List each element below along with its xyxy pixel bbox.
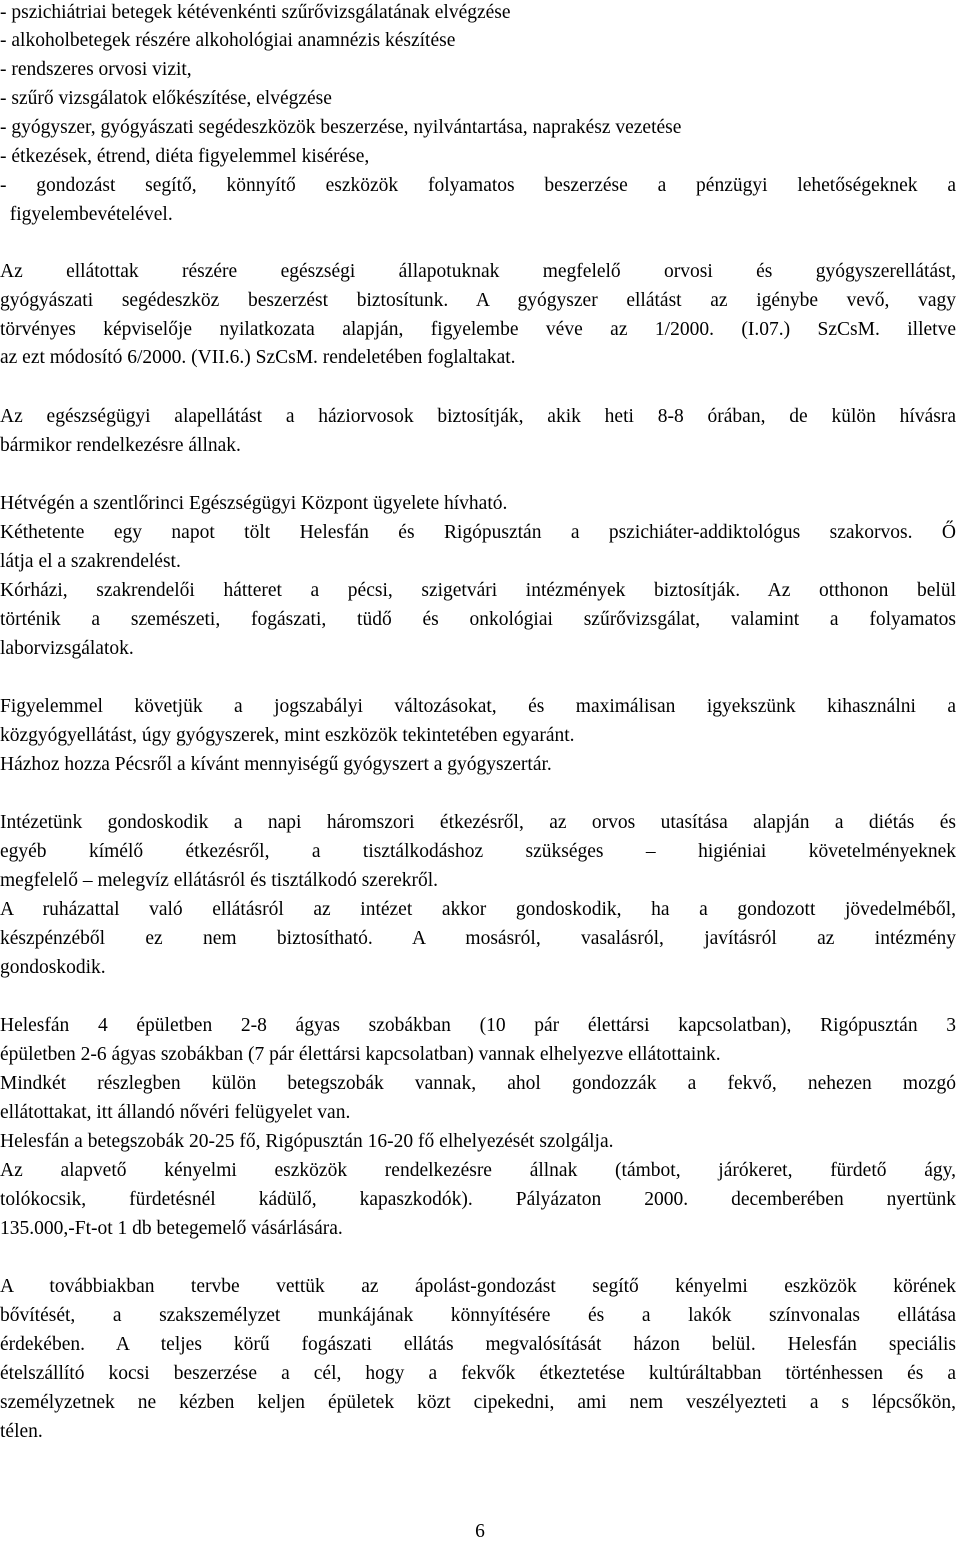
text-line: történik a szemészeti, fogászati, tüdő és onkológiai szűrővizsgálat, valamint a folyamatos bbox=[0, 609, 956, 630]
text-line: törvényes képviselője nyilatkozata alapján, figyelembe véve az 1/2000. (I.07.) SzCsM. illetve bbox=[0, 319, 956, 340]
text-line: ellátottakat, itt állandó nővéri felügyelet van. bbox=[0, 1102, 351, 1123]
text-line: tolókocsik, fürdetésnél kádülő, kapaszkodók). Pályázaton 2000. decemberében nyertünk bbox=[0, 1189, 956, 1210]
text-line: érdekében. A teljes körű fogászati ellátás megvalósítását házon belül. Helesfán speciális bbox=[0, 1334, 956, 1355]
text-line: épületben 2-6 ágyas szobákban (7 pár élettársi kapcsolatban) vannak elhelyezve ellátottaink. bbox=[0, 1044, 721, 1065]
text-line: megfelelő – melegvíz ellátásról és tisztálkodó szerekről. bbox=[0, 870, 439, 891]
text-line: egyéb kímélő étkezésről, a tisztálkodáshoz szükséges – higiéniai követelményeknek bbox=[0, 841, 956, 862]
text-line: Az ellátottak részére egészségi állapotuknak megfelelő orvosi és gyógyszerellátást, bbox=[0, 261, 956, 282]
text-line: bővítését, a szakszemélyzet munkájának könnyítésére és a lakók színvonalas ellátása bbox=[0, 1305, 956, 1326]
text-line: A továbbiakban tervbe vettük az ápolást-gondozást segítő kényelmi eszközök körének bbox=[0, 1276, 956, 1297]
list-item: - pszichiátriai betegek kétévenkénti szűrővizsgálatának elvégzése bbox=[0, 2, 511, 23]
list-item: - rendszeres orvosi vizit, bbox=[0, 59, 192, 80]
text-line: gondoskodik. bbox=[0, 957, 106, 978]
text-line: készpénzéből ez nem biztosítható. A mosásról, vasalásról, javításról az intézmény bbox=[0, 928, 956, 949]
text-line: Az egészségügyi alapellátást a háziorvosok biztosítják, akik heti 8-8 órában, de külön hívásra bbox=[0, 406, 956, 427]
text-line: Intézetünk gondoskodik a napi háromszori étkezésről, az orvos utasítása alapján a diétás és bbox=[0, 812, 956, 833]
text-line: Helesfán a betegszobák 20-25 fő, Rigópusztán 16-20 fő elhelyezését szolgálja. bbox=[0, 1131, 614, 1152]
list-item: - szűrő vizsgálatok előkészítése, elvégzése bbox=[0, 88, 332, 109]
text-line: bármikor rendelkezésre állnak. bbox=[0, 435, 241, 456]
text-line: látja el a szakrendelést. bbox=[0, 551, 181, 572]
text-line: laborvizsgálatok. bbox=[0, 638, 134, 659]
list-item: - alkoholbetegek részére alkohológiai anamnézis készítése bbox=[0, 30, 456, 51]
text-line: ételszállító kocsi beszerzése a cél, hogy a fekvők étkeztetése kultúráltabban történhessen és a bbox=[0, 1363, 956, 1384]
text-line: Házhoz hozza Pécsről a kívánt mennyiségű gyógyszert a gyógyszertár. bbox=[0, 754, 552, 775]
text-line: Hétvégén a szentlőrinci Egészségügyi Központ ügyelete hívható. bbox=[0, 493, 508, 514]
text-line: Kórházi, szakrendelői hátteret a pécsi, szigetvári intézmények biztosítják. Az otthonon belül bbox=[0, 580, 956, 601]
list-item: - étkezések, étrend, diéta figyelemmel kisérése, bbox=[0, 146, 370, 167]
text-line: gyógyászati segédeszköz beszerzést biztosítunk. A gyógyszer ellátást az igénybe vevő, vagy bbox=[0, 290, 956, 311]
text-line: Az alapvető kényelmi eszközök rendelkezésre állnak (támbot, járókeret, fürdető ágy, bbox=[0, 1160, 956, 1181]
page-number: 6 bbox=[475, 1521, 485, 1542]
text-line: Figyelemmel követjük a jogszabályi változásokat, és maximálisan igyekszünk kihasználni a bbox=[0, 696, 956, 717]
text-line: A ruházattal való ellátásról az intézet akkor gondoskodik, ha a gondozott jövedelméből, bbox=[0, 899, 956, 920]
text-line: télen. bbox=[0, 1421, 43, 1442]
list-item: - gondozást segítő, könnyítő eszközök folyamatos beszerzése a pénzügyi lehetőségeknek a bbox=[0, 175, 956, 196]
text-line: közgyógyellátást, úgy gyógyszerek, mint eszközök tekintetében egyaránt. bbox=[0, 725, 575, 746]
list-item: - gyógyszer, gyógyászati segédeszközök beszerzése, nyilvántartása, naprakész vezetése bbox=[0, 117, 682, 138]
text-line: személyzetnek ne kézben keljen épületek közt cipekedni, ami nem veszélyezteti a s lépcsőkön, bbox=[0, 1392, 956, 1413]
text-line: Helesfán 4 épületben 2-8 ágyas szobákban (10 pár élettársi kapcsolatban), Rigópusztán 3 bbox=[0, 1015, 956, 1036]
text-line: az ezt módosító 6/2000. (VII.6.) SzCsM. rendeletében foglaltakat. bbox=[0, 347, 516, 368]
text-line: Kéthetente egy napot tölt Helesfán és Rigópusztán a pszichiáter-addiktológus szakorvos. Ő bbox=[0, 522, 956, 543]
text-line: Mindkét részlegben külön betegszobák vannak, ahol gondozzák a fekvő, nehezen mozgó bbox=[0, 1073, 956, 1094]
list-item: figyelembevételével. bbox=[0, 204, 173, 225]
text-line: 135.000,-Ft-ot 1 db betegemelő vásárlására. bbox=[0, 1218, 343, 1239]
